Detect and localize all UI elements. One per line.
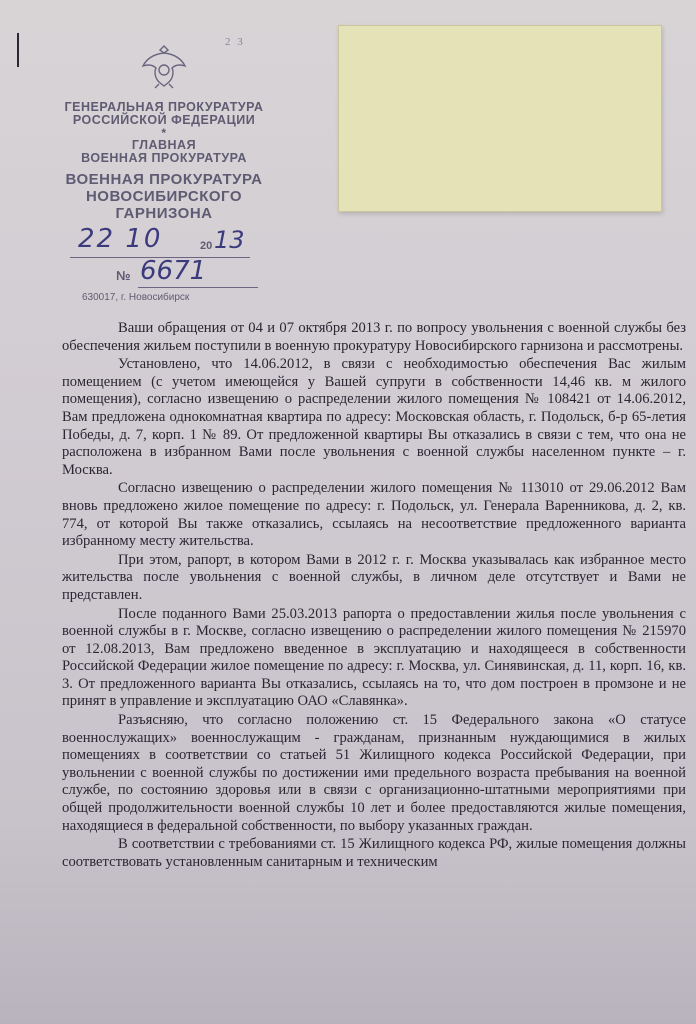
stamp-line-4: ВОЕННАЯ ПРОКУРАТУРА <box>81 151 247 165</box>
handwritten-year: 13 <box>214 226 245 254</box>
prosecutor-stamp <box>44 40 284 222</box>
stamp-address: 630017, г. Новосибирск <box>82 292 190 303</box>
stamp-line-3: ГЛАВНАЯ <box>131 138 197 152</box>
letter-body <box>62 320 686 872</box>
header-mark: 2 3 <box>225 36 245 48</box>
paragraph: При этом, рапорт, в котором Вами в 2012 г. г. Москва указывалась как избранное место жительства после увольнения с военной службы, в личном деле отсутствует и Вами не представлен. <box>62 551 686 603</box>
paragraph: Установлено, что 14.06.2012, в связи с необходимостью обеспечения Вас жилым помещением (с учетом имеющейся у Вашей супруги в собственности 14,46 кв. м жилого помещения), согласно извещению о распределении жилого помещения № 108421 от 14.06.2012, Вам предложена однокомнатная квартира по адресу: Московская область, г. Подольск, б-р 65-летия Победы, д. 7, корп. 1 № 89. От предложенной квартиры Вы отказались в связи с тем, что она не расположена в избранном Вами после увольнения с военной службы населенном пункте – г. Москва. <box>62 356 686 478</box>
number-underline <box>138 287 258 288</box>
number-label: № <box>116 268 131 283</box>
paragraph: В соответствии с требованиями ст. 15 Жилищного кодекса РФ, жилые помещения должны соответствовать установленным санитарным и техническим <box>62 836 686 870</box>
paragraph: Согласно извещению о распределении жилого помещения № 113010 от 29.06.2012 Вам вновь предложено жилое помещение по адресу: г. Подольск, ул. Генерала Варенникова, д. 2, кв. 774, от которой Вы также отказались, ссылаясь на несоответствие предложенного варианта избранному месту жительства. <box>62 480 686 550</box>
margin-mark <box>17 33 19 67</box>
eagle-emblem-icon <box>137 40 191 90</box>
handwritten-date: 22 10 <box>78 224 163 254</box>
paragraph: Ваши обращения от 04 и 07 октября 2013 г. по вопросу увольнения с военной службы без обеспечения жильем поступили в военную прокуратуру Новосибирского гарнизона и рассмотрены. <box>62 320 686 354</box>
stamp-separator: * <box>161 126 167 140</box>
stamp-line-7: ГАРНИЗОНА <box>115 205 213 222</box>
handwritten-number: 6671 <box>140 256 207 286</box>
stamp-line-5: ВОЕННАЯ ПРОКУРАТУРА <box>65 171 263 188</box>
stamp-line-1: ГЕНЕРАЛЬНАЯ ПРОКУРАТУРА <box>64 100 264 114</box>
stamp-line-2: РОССИЙСКОЙ ФЕДЕРАЦИИ <box>72 113 256 127</box>
paragraph: После поданного Вами 25.03.2013 рапорта о предоставлении жилья после увольнения с военной службы в г. Москве, согласно извещению о распределении жилого помещения № 215970 от 12.08.2013, Вам предложено введенное в эксплуатацию и находящееся в собственности Российской Федерации жилое помещение по адресу: г. Москва, ул. Синявинская, д. 11, корп. 16, кв. 3. От предложенного варианта Вы отказались, ссылаясь на то, что дом построен в промзоне и не принят в управление и эксплуатацию ОАО «Славянка». <box>62 605 686 710</box>
paragraph: Разъясняю, что согласно положению ст. 15 Федерального закона «О статусе военнослужащих» военнослужащим - гражданам, признанным нуждающимися в жилых помещениях в соответствии со статьей 51 Жилищного кодекса Российской Федерации, при увольнении с военной службы по достижении ими предельного возраста пребывания на военной службе, по состоянию здоровья или в связи с организационно-штатными мероприятиями при общей продолжительности военной службы 10 лет и более предоставляются жилые помещения, находящиеся в федеральной собственности, по выбору указанных граждан. <box>62 712 686 834</box>
year-prefix: 20 <box>200 240 213 252</box>
stamp-line-6: НОВОСИБИРСКОГО <box>85 188 243 205</box>
sticky-note <box>338 25 662 212</box>
